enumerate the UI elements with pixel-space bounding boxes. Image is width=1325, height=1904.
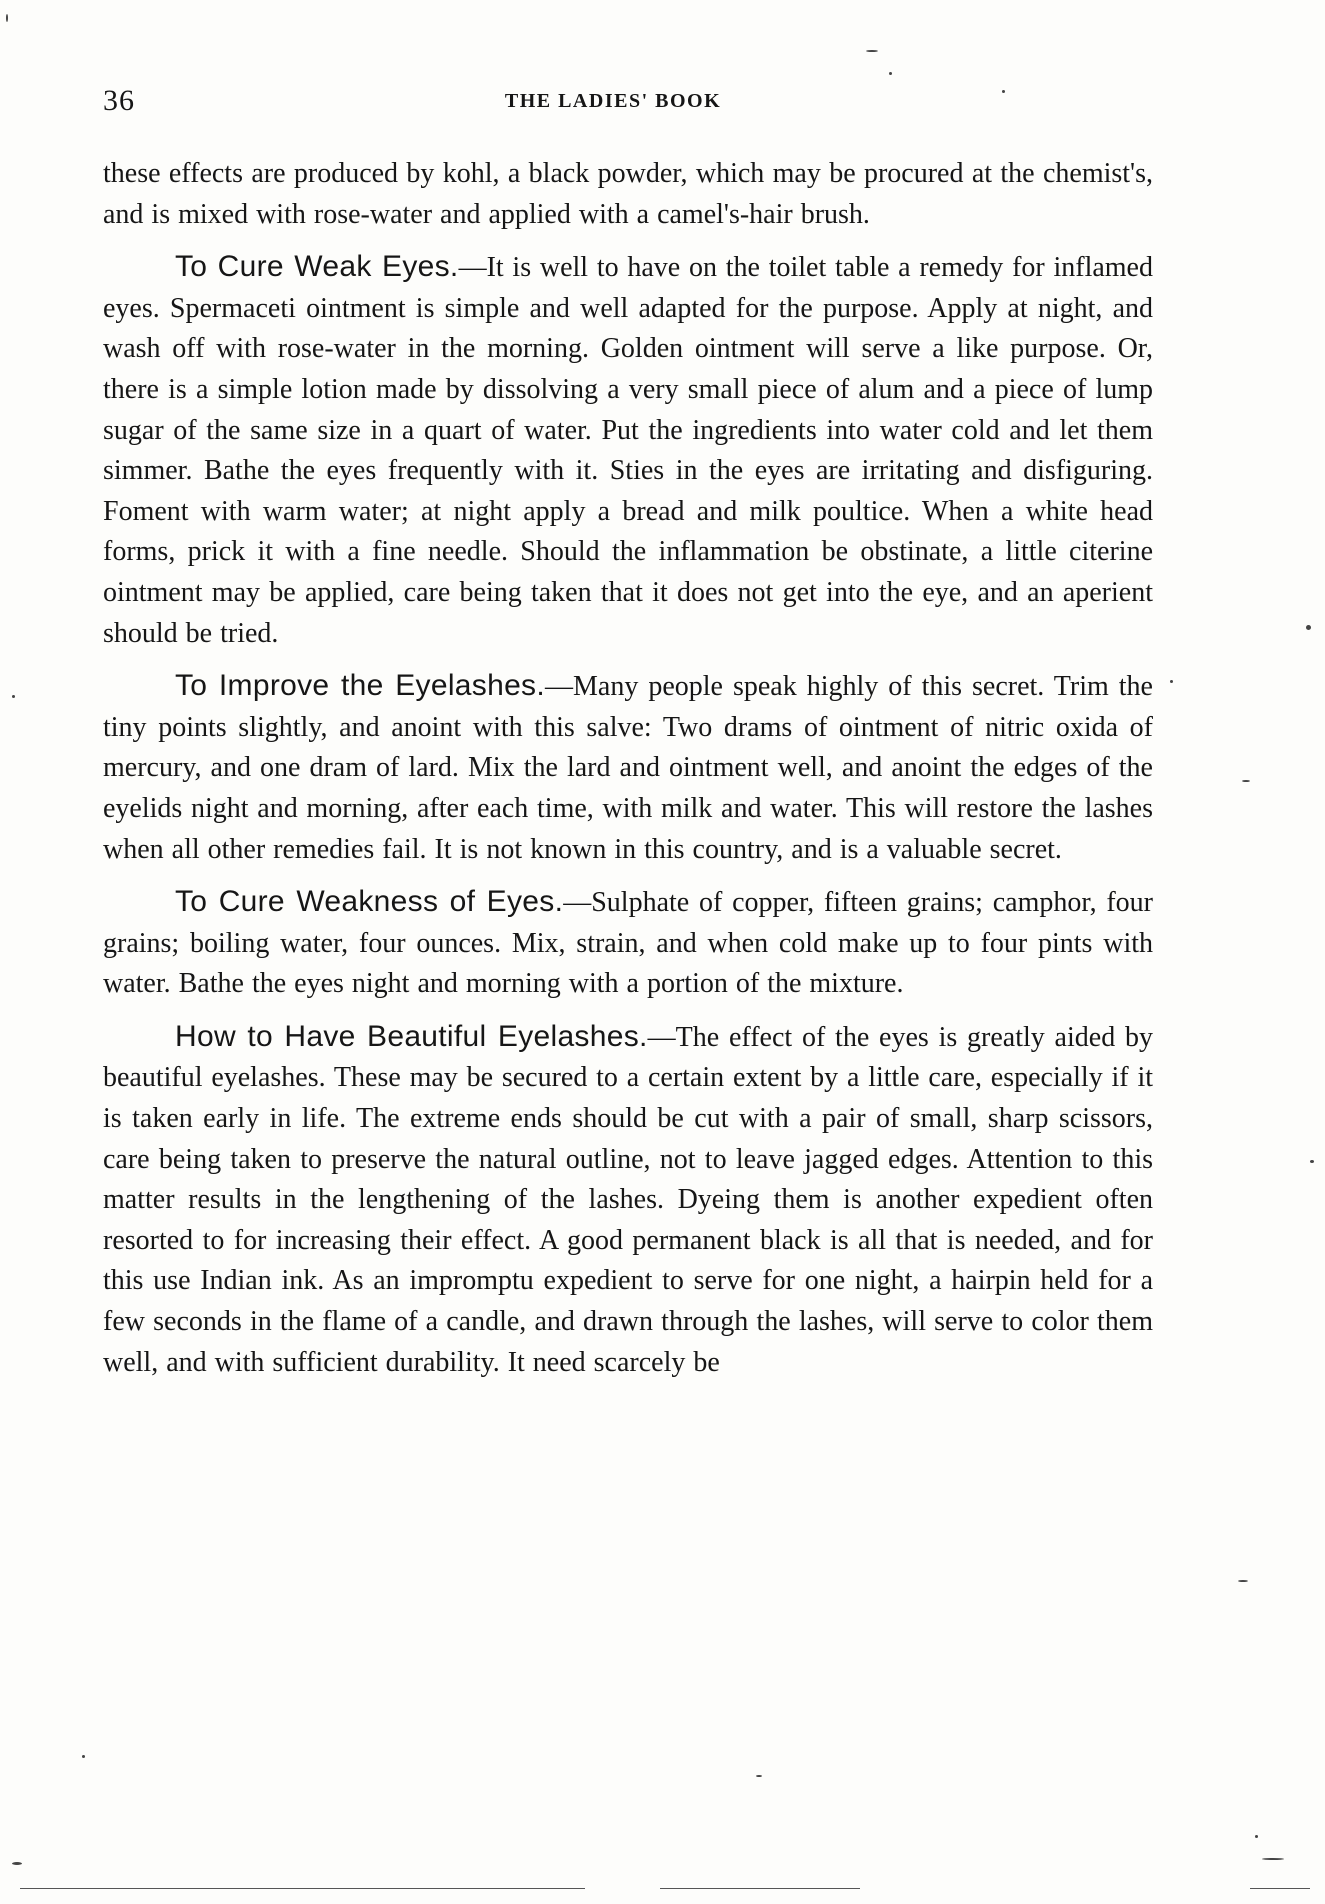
section-heading: How to Have Beautiful Eyelashes.	[175, 1019, 648, 1053]
section-heading: To Improve the Eyelashes.	[175, 669, 545, 703]
scan-speck	[1002, 90, 1005, 93]
scan-speck	[1262, 1858, 1284, 1860]
footer-rule	[1250, 1888, 1310, 1889]
section-beautiful-eyelashes	[103, 1017, 1153, 1383]
section-heading: To Cure Weakness of Eyes.	[175, 885, 564, 919]
body-text	[103, 154, 1153, 1395]
footer-rule	[660, 1888, 860, 1889]
scan-speck	[889, 72, 892, 75]
section-weakness-of-eyes	[103, 882, 1153, 1005]
scan-speck	[1306, 625, 1311, 630]
section-improve-eyelashes	[103, 666, 1153, 870]
scan-speck	[1255, 1835, 1258, 1838]
scan-speck	[1242, 780, 1250, 782]
scan-speck	[12, 1862, 22, 1865]
scan-speck	[6, 14, 8, 22]
page-header	[103, 84, 1153, 124]
section-text: —Sulphate of copper, fifteen grains; camphor, four grains; boiling water, four ounces. Mix, strain, and when cold make up to four pints with water. Bathe the eyes night and morning with a portion of the mixture.	[103, 887, 1154, 1000]
section-heading: To Cure Weak Eyes.	[175, 250, 459, 284]
scan-speck	[1170, 680, 1173, 683]
scan-speck	[866, 50, 878, 52]
section-text: —It is well to have on the toilet table a remedy for inflamed eyes. Spermaceti ointment is simple and well adapted for the purpose. Apply at night, and wash off with rose-water in the morning. Golden ointment will serve a like purpose. Or, there is a simple lotion made by dissolving a very small piece of alum and a piece of lump sugar of the same size in a quart of water. Put the ingredients into water cold and let them simmer. Bathe the eyes frequently with it. Sties in the eyes are irritating and disfiguring. Foment with warm water; at night apply a bread and milk poultice. When a white head forms, prick it with a fine needle. Should the inflammation be obstinate, a little citerine ointment may be applied, care being taken that it does not get into the eye, and an aperient should be tried.	[103, 252, 1153, 649]
scan-speck	[756, 1775, 762, 1777]
scan-speck	[12, 695, 15, 698]
scan-speck	[82, 1755, 85, 1758]
lead-paragraph: these effects are produced by kohl, a black powder, which may be procured at the chemist's, and is mixed with rose-water and applied with a camel's-hair brush.	[103, 158, 1153, 230]
page-number: 36	[103, 84, 135, 117]
scan-speck	[1310, 1160, 1314, 1163]
footer-rule	[20, 1888, 585, 1889]
section-text: —The effect of the eyes is greatly aided by beautiful eyelashes. These may be secured to a certain extent by a little care, especially if it is taken early in life. The extreme ends should be cut with a pair of small, sharp scissors, care being taken to preserve the natural outline, not to leave jagged edges. Attention to this matter results in the lengthening of the lashes. Dyeing them is another expedient often resorted to for increasing their effect. A good permanent black is all that is needed, and for this use Indian ink. As an impromptu expedient to serve for one night, a hairpin held for a few seconds in the flame of a candle, and drawn through the lashes, will serve to color them well, and with sufficient durability. It need scarcely be	[103, 1021, 1153, 1378]
section-weak-eyes	[103, 247, 1153, 654]
scan-speck	[1238, 1580, 1248, 1582]
running-title: THE LADIES' BOOK	[504, 90, 722, 112]
section-text: —Many people speak highly of this secret. Trim the tiny points slightly, and anoint with this salve: Two drams of ointment of nitric oxida of mercury, and one dram of lard. Mix the lard and ointment well, and anoint the edges of the eyelids night and morning, after each time, with milk and water. This will restore the lashes when all other remedies fail. It is not known in this country, and is a valuable secret.	[103, 671, 1153, 865]
